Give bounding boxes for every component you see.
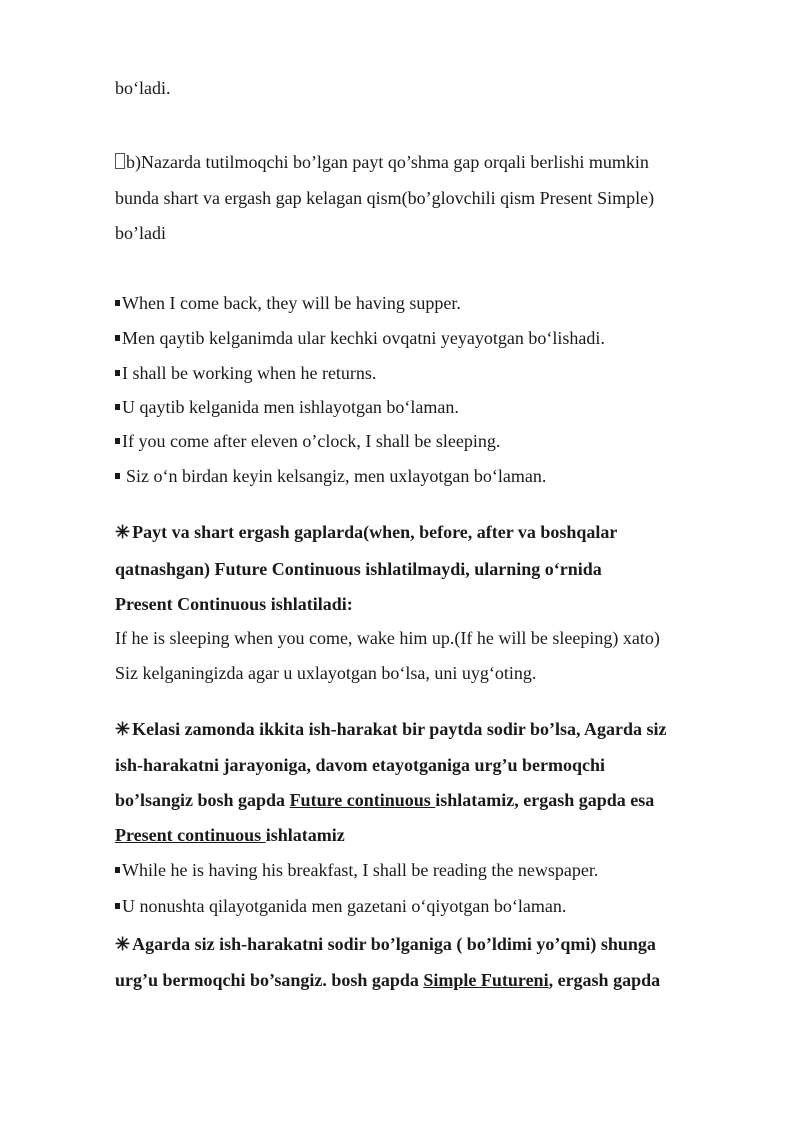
rule-1-line-3: Present Continuous ishlatiladi: xyxy=(115,594,353,614)
list-item: While he is having his breakfast, I shall be reading the newspaper. xyxy=(115,858,598,882)
rule-2-line-3: bo’lsangiz bosh gapda Future continuous ishlatamiz, ergash gapda esa xyxy=(115,790,655,810)
list-item: When I come back, they will be having supper. xyxy=(115,291,461,315)
bullet-icon xyxy=(115,867,120,873)
rule-2-line-2: ish-harakatni jarayoniga, davom etayotganiga urg’u bermoqchi xyxy=(115,755,606,775)
bullet-icon xyxy=(115,300,120,306)
asterisk-icon: ✳ xyxy=(115,522,131,542)
bullet-icon xyxy=(115,404,120,410)
bullet-icon xyxy=(115,335,120,341)
paragraph-end: bo‘ladi. xyxy=(115,78,171,98)
section-b-line-3: bo’ladi xyxy=(115,223,166,243)
bullet-icon xyxy=(115,903,120,909)
list-item: U qaytib kelganida men ishlayotgan bo‘laman. xyxy=(115,395,459,419)
list-item: U nonushta qilayotganida men gazetani o‘qiyotgan bo‘laman. xyxy=(115,894,566,918)
bullet-icon xyxy=(115,473,120,479)
bullet-icon xyxy=(115,370,120,376)
rule-1-example-1: If he is sleeping when you come, wake him up.(If he will be sleeping) xato) xyxy=(115,628,660,648)
rule-3-line-1: ✳ Agarda siz ish-harakatni sodir bo’lganiga ( bo’ldimi yo’qmi) shunga xyxy=(115,934,656,954)
section-b-line-2: bunda shart va ergash gap kelagan qism(bo’glovchili qism Present Simple) xyxy=(115,188,655,208)
list-item: I shall be working when he returns. xyxy=(115,361,376,385)
list-item: Men qaytib kelganimda ular kechki ovqatni yeyayotgan bo‘lishadi. xyxy=(115,326,605,350)
section-b-line-1: b)Nazarda tutilmoqchi bo’lgan payt qo’shma gap orqali berlishi mumkin xyxy=(115,150,649,174)
rule-1-line-1: ✳ Payt va shart ergash gaplarda(when, before, after va boshqalar xyxy=(115,522,618,542)
rule-1-example-2: Siz kelganingizda agar u uxlayotgan bo‘lsa, uni uyg‘oting. xyxy=(115,663,537,683)
asterisk-icon: ✳ xyxy=(115,934,131,954)
missing-glyph-icon xyxy=(115,153,125,169)
list-item: Siz o‘n birdan keyin kelsangiz, men uxlayotgan bo‘laman. xyxy=(115,464,546,488)
rule-3-line-2: urg’u bermoqchi bo’sangiz. bosh gapda Simple Futureni, ergash gapda xyxy=(115,970,661,990)
bullet-icon xyxy=(115,438,120,444)
asterisk-icon: ✳ xyxy=(115,719,131,739)
rule-2-line-1: ✳ Kelasi zamonda ikkita ish-harakat bir paytda sodir bo’lsa, Agarda siz xyxy=(115,719,667,739)
list-item: If you come after eleven o’clock, I shall be sleeping. xyxy=(115,429,500,453)
rule-1-line-2: qatnashgan) Future Continuous ishlatilmaydi, ularning o‘rnida xyxy=(115,559,602,579)
rule-2-line-4: Present continuous ishlatamiz xyxy=(115,825,345,845)
